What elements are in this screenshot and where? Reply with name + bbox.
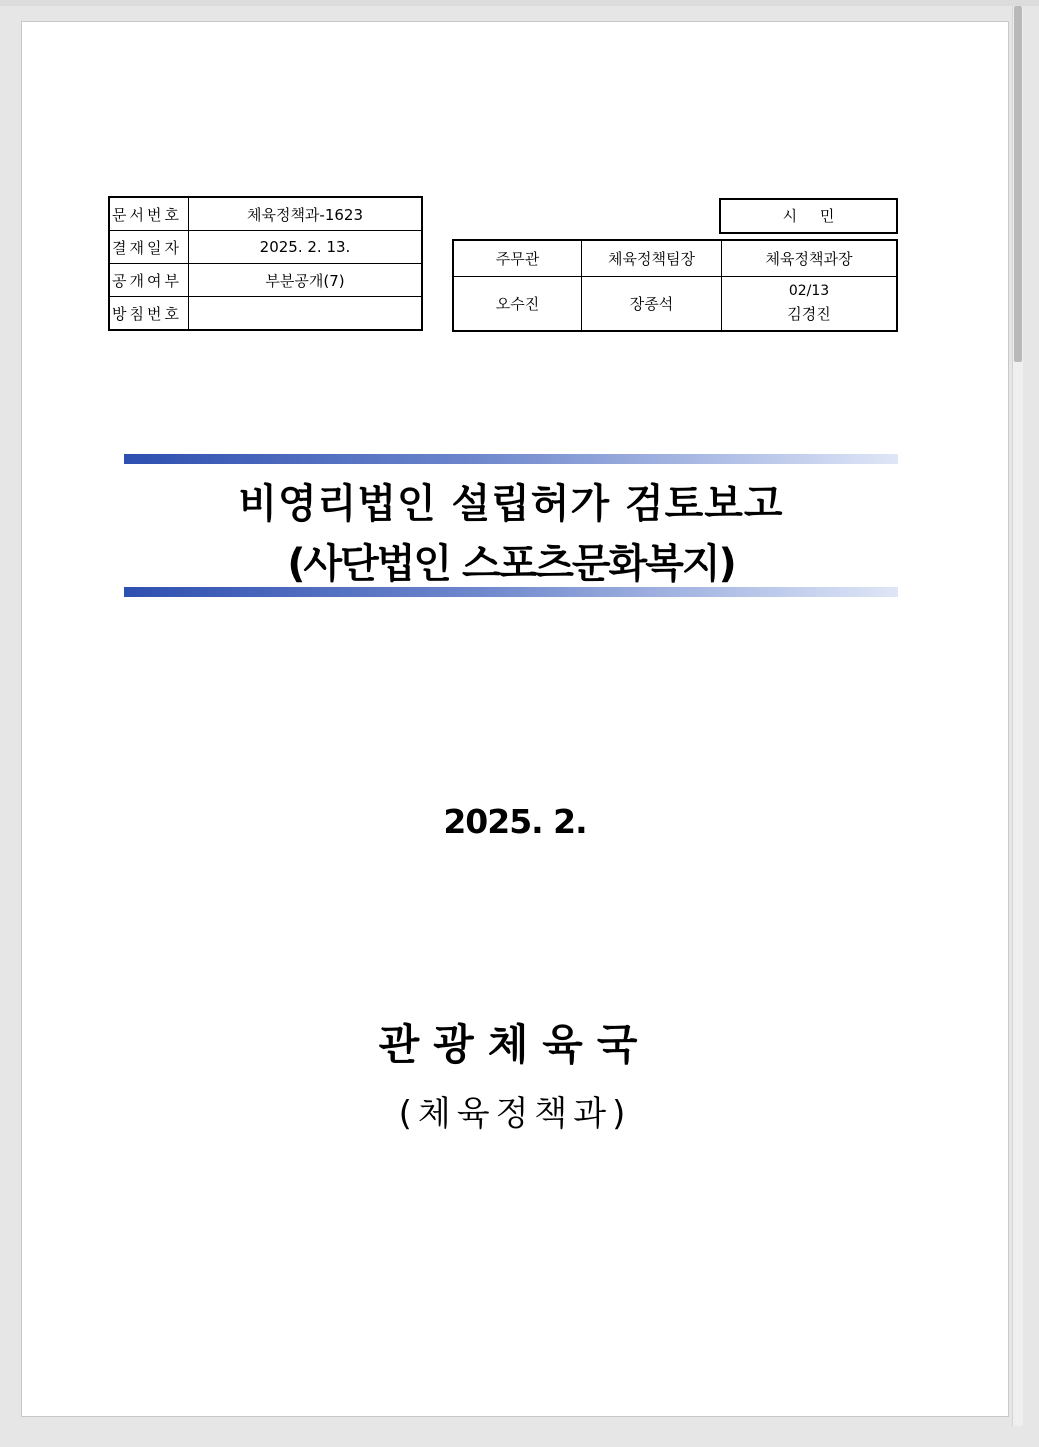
vertical-scrollbar[interactable] xyxy=(1012,6,1023,1426)
disclosure-label: 공개여부 xyxy=(109,264,189,297)
approver-name-1: 오수진 xyxy=(453,277,582,332)
report-date: 2025. 2. xyxy=(443,802,587,841)
title-bottom-rule xyxy=(124,587,898,597)
approver-name-2: 장종석 xyxy=(582,277,722,332)
approver-name-3: 김경진 xyxy=(787,304,831,323)
document-info-table xyxy=(108,196,423,331)
doc-number-value: 체육정책과-1623 xyxy=(189,197,423,231)
final-approval-date: 02/13 xyxy=(788,282,830,299)
table-row xyxy=(109,231,422,264)
approval-name-row xyxy=(453,277,897,332)
disclosure-value: 부분공개(7) xyxy=(189,264,423,297)
approval-table xyxy=(452,239,898,332)
approval-date-value: 2025. 2. 13. xyxy=(189,231,423,264)
division-name: (체육정책과) xyxy=(398,1094,632,1134)
table-row xyxy=(109,197,422,231)
approval-date-label: 결재일자 xyxy=(109,231,189,264)
title-top-rule xyxy=(124,454,898,464)
report-subtitle: (사단법인 스포츠문화복지) xyxy=(287,541,735,587)
approver-title-1: 주무관 xyxy=(453,240,582,277)
doc-number-label: 문서번호 xyxy=(109,197,189,231)
approval-header-row xyxy=(453,240,897,277)
scrollbar-thumb[interactable] xyxy=(1014,6,1022,362)
policy-number-value xyxy=(189,297,423,331)
final-approver-cell xyxy=(722,277,898,332)
approver-title-2: 체육정책팀장 xyxy=(582,240,722,277)
citizen-box: 시 민 xyxy=(719,198,898,234)
approver-title-3: 체육정책과장 xyxy=(722,240,898,277)
policy-number-label: 방침번호 xyxy=(109,297,189,331)
report-title: 비영리법인 설립허가 검토보고 xyxy=(238,481,784,527)
bureau-name: 관광체육국 xyxy=(378,1020,652,1069)
viewer-top-strip xyxy=(0,0,1039,6)
table-row xyxy=(109,297,422,331)
table-row xyxy=(109,264,422,297)
